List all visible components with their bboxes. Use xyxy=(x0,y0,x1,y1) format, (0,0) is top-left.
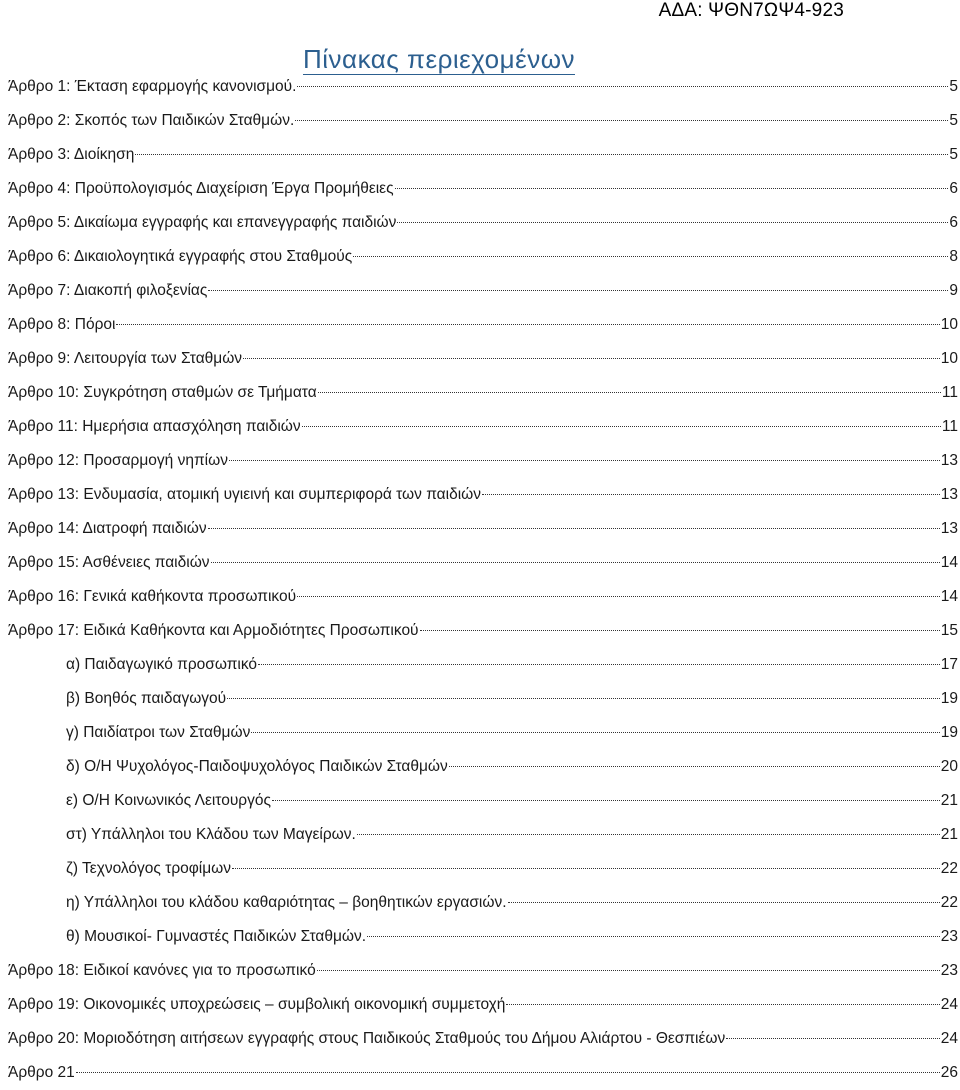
toc-leader-dots xyxy=(318,391,941,393)
toc-entry-label: Άρθρο 6: Δικαιολογητικά εγγραφής στου Σταθμούς xyxy=(8,248,353,265)
toc-leader-dots xyxy=(272,799,940,801)
table-of-contents xyxy=(8,70,960,1090)
toc-entry[interactable] xyxy=(8,138,960,172)
toc-leader-dots xyxy=(397,221,948,223)
toc-entry[interactable] xyxy=(8,886,960,920)
toc-entry-label: Άρθρο 4: Προϋπολογισμός Διαχείριση Έργα Προμήθειες xyxy=(8,180,394,197)
toc-entry[interactable] xyxy=(8,478,960,512)
toc-page-number: 19 xyxy=(940,690,958,707)
toc-page-number: 5 xyxy=(949,112,958,129)
toc-entry[interactable] xyxy=(8,342,960,376)
toc-page-number: 6 xyxy=(949,214,958,231)
toc-page-number: 10 xyxy=(940,316,958,333)
toc-entry[interactable] xyxy=(8,648,960,682)
toc-entry-label: ζ) Τεχνολόγος τροφίμων xyxy=(66,860,232,877)
toc-leader-dots xyxy=(76,1071,940,1073)
toc-title-text: Πίνακας περιεχομένων xyxy=(302,44,576,74)
toc-leader-dots xyxy=(726,1037,939,1039)
toc-entry[interactable] xyxy=(8,240,960,274)
toc-entry[interactable] xyxy=(8,546,960,580)
toc-entry-label: Άρθρο 10: Συγκρότηση σταθμών σε Τμήματα xyxy=(8,384,317,401)
toc-entry-label: Άρθρο 21 xyxy=(8,1064,75,1081)
toc-leader-dots xyxy=(508,901,940,903)
toc-leader-dots xyxy=(208,527,940,529)
toc-page-number: 24 xyxy=(940,996,958,1013)
toc-entry[interactable] xyxy=(8,716,960,750)
toc-entry[interactable] xyxy=(8,376,960,410)
toc-page-number: 23 xyxy=(940,962,958,979)
toc-entry[interactable] xyxy=(8,206,960,240)
toc-page-number: 24 xyxy=(940,1030,958,1047)
toc-leader-dots xyxy=(229,459,940,461)
toc-entry-label: γ) Παιδίατροι των Σταθμών xyxy=(66,724,251,741)
toc-entry-label: Άρθρο 20: Μοριοδότηση αιτήσεων εγγραφής στους Παιδικούς Σταθμούς του Δήμου Αλιάρτου - Θεσπιέων xyxy=(8,1030,726,1047)
toc-leader-dots xyxy=(297,595,940,597)
toc-leader-dots xyxy=(353,255,948,257)
toc-entry-label: Άρθρο 17: Ειδικά Καθήκοντα και Αρμοδιότητες Προσωπικού xyxy=(8,622,419,639)
toc-entry-label: Άρθρο 2: Σκοπός των Παιδικών Σταθμών. xyxy=(8,112,295,129)
toc-entry-label: Άρθρο 9: Λειτουργία των Σταθμών xyxy=(8,350,243,367)
toc-page-number: 22 xyxy=(940,860,958,877)
toc-page-number: 11 xyxy=(941,384,958,401)
toc-page-number: 13 xyxy=(940,486,958,503)
toc-leader-dots xyxy=(420,629,940,631)
toc-entry[interactable] xyxy=(8,784,960,818)
toc-entry-label: Άρθρο 1: Έκταση εφαρμογής κανονισμού. xyxy=(8,78,297,95)
toc-entry[interactable] xyxy=(8,410,960,444)
toc-leader-dots xyxy=(251,731,939,733)
toc-entry[interactable] xyxy=(8,104,960,138)
toc-page-number: 10 xyxy=(940,350,958,367)
toc-entry[interactable] xyxy=(8,988,960,1022)
toc-entry-label: Άρθρο 5: Δικαίωμα εγγραφής και επανεγγραφής παιδιών xyxy=(8,214,397,231)
toc-entry-label: θ) Μουσικοί- Γυμναστές Παιδικών Σταθμών. xyxy=(66,928,367,945)
toc-entry[interactable] xyxy=(8,512,960,546)
toc-page-number: 19 xyxy=(940,724,958,741)
toc-entry[interactable] xyxy=(8,682,960,716)
toc-page-number: 8 xyxy=(949,248,958,265)
toc-page-number: 14 xyxy=(940,554,958,571)
toc-entry[interactable] xyxy=(8,954,960,988)
toc-entry-label: β) Βοηθός παιδαγωγού xyxy=(66,690,227,707)
toc-entry[interactable] xyxy=(8,614,960,648)
toc-entry[interactable] xyxy=(8,444,960,478)
toc-leader-dots xyxy=(258,663,940,665)
toc-page-number: 26 xyxy=(940,1064,958,1081)
toc-entry-label: ε) Ο/Η Κοινωνικός Λειτουργός xyxy=(66,792,271,809)
toc-entry-label: α) Παιδαγωγικό προσωπικό xyxy=(66,656,258,673)
toc-leader-dots xyxy=(232,867,940,869)
toc-entry[interactable] xyxy=(8,818,960,852)
toc-page-number: 5 xyxy=(949,78,958,95)
toc-leader-dots xyxy=(116,323,939,325)
toc-leader-dots xyxy=(367,935,940,937)
toc-entry-label: Άρθρο 3: Διοίκηση xyxy=(8,146,135,163)
toc-leader-dots xyxy=(227,697,940,699)
toc-leader-dots xyxy=(395,187,949,189)
toc-entry-label: Άρθρο 11: Ημερήσια απασχόληση παιδιών xyxy=(8,418,301,435)
toc-page-number: 14 xyxy=(940,588,958,605)
toc-page-number: 17 xyxy=(940,656,958,673)
toc-page-number: 9 xyxy=(949,282,958,299)
toc-page-number: 20 xyxy=(940,758,958,775)
toc-entry[interactable] xyxy=(8,1056,960,1090)
toc-leader-dots xyxy=(135,153,948,155)
toc-entry-label: Άρθρο 19: Οικονομικές υποχρεώσεις – συμβολική οικονομική συμμετοχή xyxy=(8,996,506,1013)
toc-entry[interactable] xyxy=(8,274,960,308)
toc-entry-label: Άρθρο 16: Γενικά καθήκοντα προσωπικού xyxy=(8,588,297,605)
toc-entry-label: Άρθρο 8: Πόροι xyxy=(8,316,116,333)
toc-leader-dots xyxy=(506,1003,939,1005)
toc-entry[interactable] xyxy=(8,1022,960,1056)
toc-leader-dots xyxy=(449,765,940,767)
toc-entry[interactable] xyxy=(8,70,960,104)
toc-page-number: 5 xyxy=(949,146,958,163)
toc-page-number: 13 xyxy=(940,452,958,469)
toc-leader-dots xyxy=(211,561,940,563)
toc-entry-label: Άρθρο 18: Ειδικοί κανόνες για το προσωπικό xyxy=(8,962,316,979)
toc-page-number: 23 xyxy=(940,928,958,945)
toc-leader-dots xyxy=(208,289,948,291)
toc-page-number: 13 xyxy=(940,520,958,537)
toc-entry-label: η) Υπάλληλοι του κλάδου καθαριότητας – βοηθητικών εργασιών. xyxy=(66,894,507,911)
toc-page-number: 22 xyxy=(940,894,958,911)
toc-page-number: 6 xyxy=(949,180,958,197)
toc-entry[interactable] xyxy=(8,852,960,886)
toc-leader-dots xyxy=(243,357,940,359)
toc-entry-label: Άρθρο 12: Προσαρμογή νηπίων xyxy=(8,452,228,469)
toc-entry-label: Άρθρο 7: Διακοπή φιλοξενίας xyxy=(8,282,208,299)
toc-leader-dots xyxy=(297,85,948,87)
toc-entry-label: δ) Ο/Η Ψυχολόγος-Παιδοψυχολόγος Παιδικών Σταθμών xyxy=(66,758,448,775)
toc-page-number: 11 xyxy=(941,418,958,435)
ada-code: ΑΔΑ: ΨΘΝ7ΩΨ4-923 xyxy=(658,0,844,21)
toc-page-number: 21 xyxy=(940,792,958,809)
toc-leader-dots xyxy=(482,493,940,495)
toc-entry[interactable] xyxy=(8,580,960,614)
toc-leader-dots xyxy=(357,833,940,835)
toc-entry-label: Άρθρο 13: Ενδυμασία, ατομική υγιεινή και συμπεριφορά των παιδιών xyxy=(8,486,482,503)
toc-page-number: 15 xyxy=(940,622,958,639)
toc-entry-label: Άρθρο 15: Ασθένειες παιδιών xyxy=(8,554,210,571)
toc-page-number: 21 xyxy=(940,826,958,843)
toc-leader-dots xyxy=(302,425,941,427)
toc-entry[interactable] xyxy=(8,920,960,954)
toc-leader-dots xyxy=(317,969,940,971)
toc-entry[interactable] xyxy=(8,750,960,784)
toc-entry[interactable] xyxy=(8,308,960,342)
toc-entry[interactable] xyxy=(8,172,960,206)
toc-leader-dots xyxy=(295,119,948,121)
toc-entry-label: στ) Υπάλληλοι του Κλάδου των Μαγείρων. xyxy=(66,826,356,843)
toc-entry-label: Άρθρο 14: Διατροφή παιδιών xyxy=(8,520,207,537)
